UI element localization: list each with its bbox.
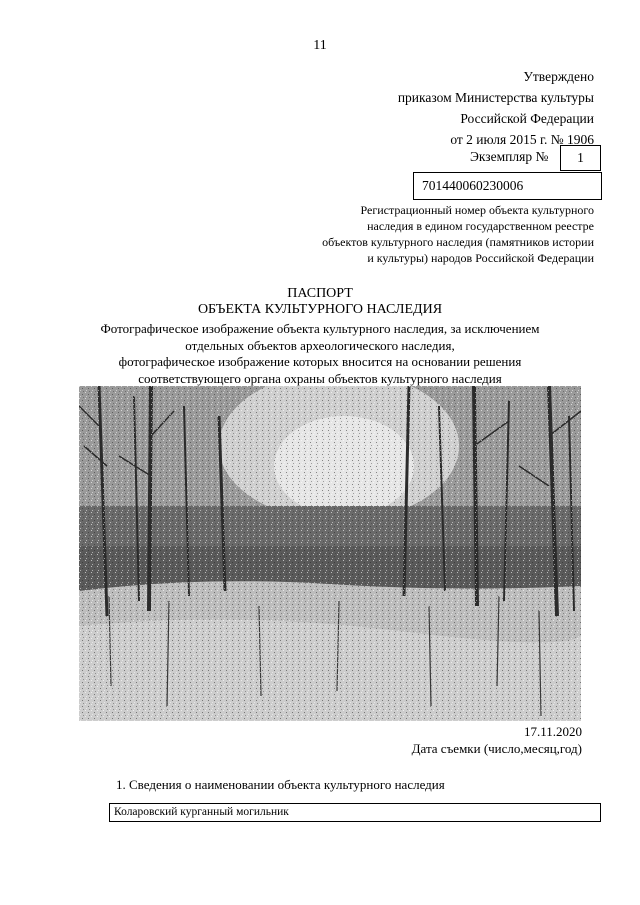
- approval-line: Российской Федерации: [460, 111, 594, 126]
- approval-line: от 2 июля 2015 г. № 1906: [450, 132, 594, 147]
- registration-caption: [322, 202, 594, 266]
- description-line: Фотографическое изображение объекта культурного наследия, за исключением: [100, 321, 540, 336]
- object-photo: [79, 386, 581, 721]
- description-line: соответствующего органа охраны объектов культурного наследия: [138, 370, 502, 386]
- caption-line: Регистрационный номер объекта культурного: [360, 203, 594, 217]
- photo-date-caption: Дата съемки (число,месяц,год): [411, 741, 582, 756]
- section-heading: [116, 777, 445, 793]
- approval-block: [398, 66, 594, 150]
- approval-line: приказом Министерства культуры: [397, 90, 594, 105]
- caption-line: и культуры) народов Российской Федерации: [367, 251, 594, 265]
- copy-label: Экземпляр №: [470, 149, 549, 164]
- copy-number-box: 1: [560, 145, 601, 171]
- passport-title: ПАСПОРТ: [287, 286, 353, 301]
- page-number: 11: [313, 38, 327, 53]
- approval-line: Утверждено: [523, 69, 594, 84]
- registration-number-box: 701440060230006: [413, 172, 602, 200]
- section-number: 1.: [116, 777, 126, 792]
- caption-line: наследия в едином государственном реестре: [367, 219, 594, 233]
- description-line: фотографическое изображение которых вносится на основании решения: [118, 354, 522, 369]
- photo-description: [0, 321, 640, 387]
- section-title: Сведения о наименовании объекта культурного наследия: [129, 777, 445, 792]
- description-line: отдельных объектов археологического наследия,: [185, 337, 455, 353]
- object-name-box: Коларовский курганный могильник: [109, 803, 601, 822]
- passport-subtitle: ОБЪЕКТА КУЛЬТУРНОГО НАСЛЕДИЯ: [197, 302, 443, 317]
- photo-date: 17.11.2020: [523, 724, 582, 739]
- caption-line: объектов культурного наследия (памятников истории: [322, 235, 594, 249]
